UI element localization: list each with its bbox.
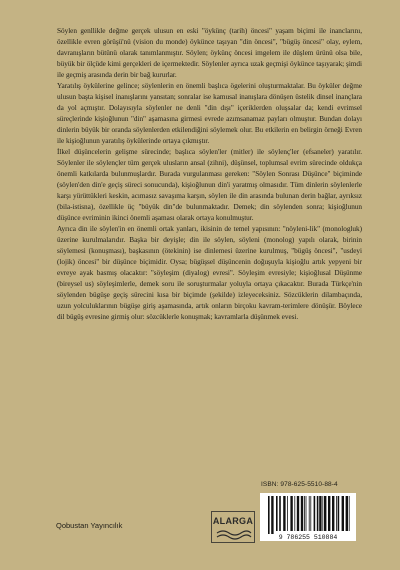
isbn-barcode [260, 493, 356, 541]
barcode-bar [276, 496, 278, 531]
barcode-bar [309, 496, 310, 531]
barcode-bar [294, 496, 295, 531]
svg-text:ALARGA: ALARGA [212, 516, 254, 526]
blurb-paragraph-4: Ayrıca din ile söylen'in en önemli ortak yanları, ikisinin de temel yapısının: "nöyleni-lik" (monologluk) üzerine kurulmalarıdır. Başka bir deyişle; din ile söylen, söyleni (monolog) yapılı olarak, birinin söylemesi (konuşması), başkasının (ötekinin) ise dinlemesi üzerine kurulmuş, "bügüş öncesi", "usdeyi (lojik) öncesi" bir düşünce biçimidir. Oysa; bügüşsel düşüncenin doğuşuyla kişioğlu artık yepyeni bir evreye ayak basmış olacaktır: "söyleşim (diyalog) evresi". Söyleşim evresiyle; kişioğlusal Düşünme (bireysel us) söyleşimlerle, demek soru ile soruşturmalar yoluyla ortaya çıkacaktır. Burada Türkçe'nin söylenden bügüşe geçiş sürecini kısa bir biçimde (şekilde) izleyeceksiniz. Sözcüklerin dilambaçında, uzun yolculuklarının bügüşe giriş aşamasında, artık onların birçoku kavram-terimlere dönüşür. Böylece dil bügüş evresine girmiş olur: sözcüklerle konuşmak; kavramlarla düşünmek evesi. [57, 225, 362, 321]
barcode-bar [346, 496, 348, 531]
barcode-number: 9 786255 510884 [278, 534, 338, 541]
barcode-bar [319, 496, 321, 531]
blurb-paragraph-1: Söylen genllikle değme gerçek ulusun en eski "öykünç (tarih) öncesi" yaşam biçimi ile inanclarını, özellikle evren görüşü'nü (vision du monde) öykünce taşıyan "din öncesi", "bügüş öncesi" olay, eylem, davranışların bütünü olarak tanımlanmıştır. Söylen; öykünç öncesi imgelem ile düşlem ürünü olsa bile, büyük bir ölçüde kimi gerçekleri de içermektedir. Söylenler ayrıca uzak geçmişi öykünce taşıyarak; şimdi ile geçmiş arasında derin bir bağ kururlar. [57, 27, 362, 79]
barcode-bar [328, 496, 330, 531]
blurb-paragraph-2: Yaratılış öykülerine gelince; söylenlerin en önemli başlıca ögelerini oluşturmaktalar. Bu öyküler değme ulusun başta kişisel inanışlarını yansıtan; sonralar ise kamusal inanışlara dönüşen üstelik dinsel inançlara da yol açmıştır. Dolayısıyla söylenler ne denli "din dışı" içeriklerden oluşsalar da; kendi evrimsel süreçlerinde kişioğlunun "din" aşamasına girmesi evrede azımsanamaz payları olmuştur. Bundan dolayı dinlerin büyük bir oranda söylenlerden etkilendiğini söylemek olur. Bu etkilerin en belirgin örneği Evren ile kişioğlunun yaratılış öykülerinde ortaya çıkmıştır. [57, 82, 362, 145]
barcode-bar [310, 496, 311, 531]
barcode-bar [342, 496, 344, 531]
barcode-bar [287, 496, 288, 531]
barcode-icon [260, 493, 356, 541]
barcode-bar [279, 496, 281, 531]
barcode-bar [324, 496, 326, 531]
barcode-bar [317, 496, 319, 531]
barcode-bar [290, 496, 292, 531]
isbn-label: ISBN: 978-625-5510-88-4 [261, 481, 338, 488]
barcode-bar [268, 496, 270, 534]
barcode-bar [338, 496, 340, 531]
barcode-bar [349, 496, 350, 531]
publisher-logo [211, 511, 255, 543]
barcode-bar [301, 496, 303, 531]
blurb-paragraph-3: İlkel düşüncelerin gelişme sürecinde; başlıca söylen'ler (mitler) ile söylenç'ler (efsaneler) yaratılır. Söylenler ile söylençler tüm gerçek ulusların ansal (zihni), düşünsel, toplumsal evrim sürecinde oldukça önemli katkılarda bulunmuşlardır. Burada vurgulanması gereken: "Söylen Sonrası Düşünce" biçiminde (söylen'den din'e geçiş süreci sonucunda), kişioğlunun din'i yaratmış olmasıdır. Tüm dinlerin söylenlerle karşı yürüttükleri keskin, acımasız savaşıma karşın, söylen ile din arasında bulunan derin bağlar, ayrıksız (bila-istisna), özellikle üç "büyük din"de bulunmaktadır. Demek; din söylenden sonra; kişioğlunun düşünce evriminin ikinci önemli aşaması olarak ortaya konulmuştur. [57, 148, 362, 222]
barcode-bar [297, 496, 299, 531]
publisher-name: Qobustan Yayıncılık [56, 521, 123, 530]
barcode-bar [314, 496, 316, 531]
barcode-bar [304, 496, 305, 531]
barcode-bar [271, 496, 273, 534]
barcode-bar [336, 496, 337, 531]
blurb-text [57, 26, 362, 323]
alarga-logo-icon [211, 511, 255, 543]
barcode-bar [283, 496, 285, 531]
barcode-bar [322, 496, 323, 531]
barcode-bar [306, 496, 307, 531]
barcode-bar [332, 496, 334, 531]
